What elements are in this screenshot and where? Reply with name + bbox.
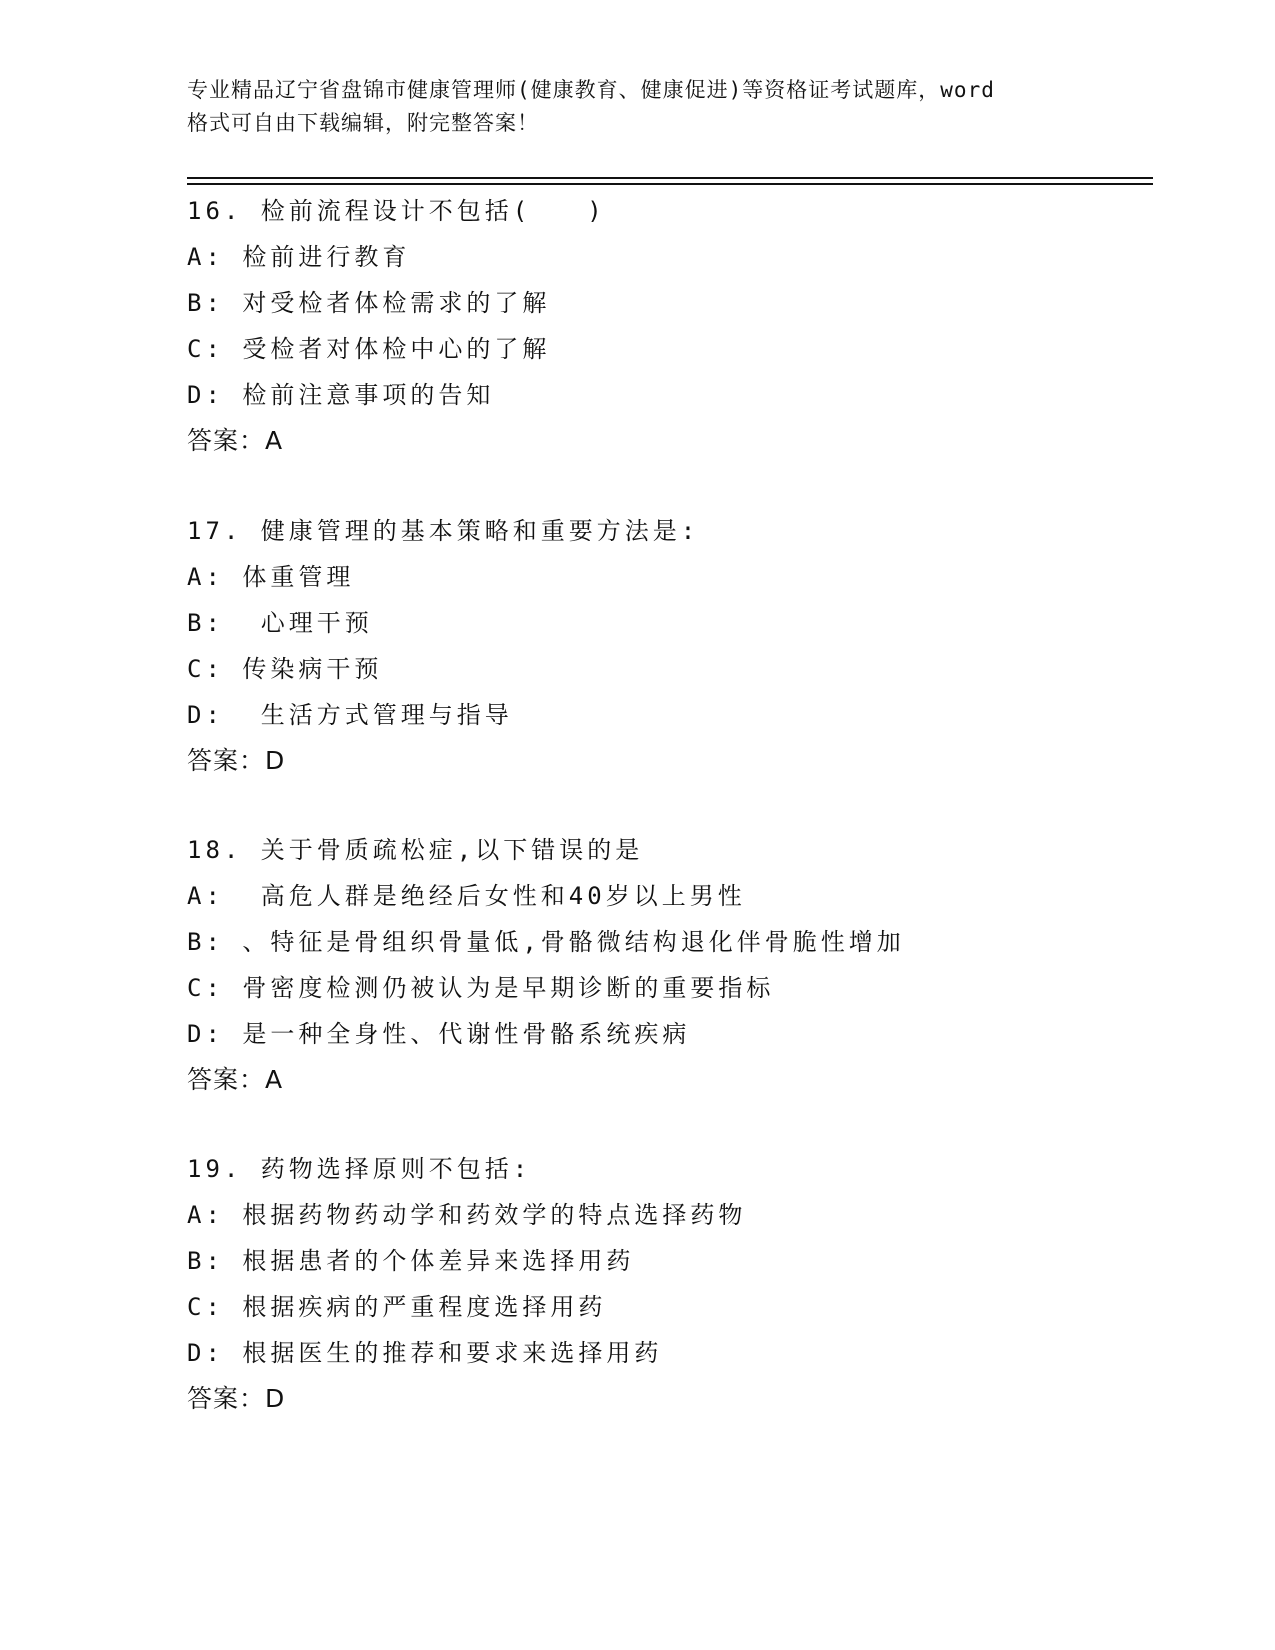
question-stem: 17. 健康管理的基本策略和重要方法是:	[187, 517, 700, 545]
option-b: B: 、特征是骨组织骨量低,骨骼微结构退化伴骨脆性增加	[187, 928, 905, 956]
question-19	[187, 1146, 1147, 1422]
question-17	[187, 508, 1147, 784]
option-a: A: 体重管理	[187, 563, 355, 591]
option-a: A: 高危人群是绝经后女性和40岁以上男性	[187, 882, 746, 910]
answer: 答案：A	[187, 426, 284, 455]
header-divider-top	[187, 177, 1153, 179]
option-c: C: 根据疾病的严重程度选择用药	[187, 1293, 607, 1321]
answer: 答案：D	[187, 1384, 286, 1413]
option-c: C: 受检者对体检中心的了解	[187, 335, 551, 363]
option-a: A: 根据药物药动学和药效学的特点选择药物	[187, 1201, 747, 1229]
question-stem: 16. 检前流程设计不包括( )	[187, 197, 606, 225]
option-c: C: 传染病干预	[187, 655, 383, 683]
option-a: A: 检前进行教育	[187, 243, 411, 271]
document-header	[187, 74, 1087, 140]
option-b: B: 根据患者的个体差异来选择用药	[187, 1247, 635, 1275]
header-line-2: 格式可自由下载编辑，附完整答案！	[187, 111, 539, 135]
question-stem: 18. 关于骨质疏松症,以下错误的是	[187, 836, 644, 864]
answer: 答案：D	[187, 746, 286, 775]
option-d: D: 是一种全身性、代谢性骨骼系统疾病	[187, 1020, 691, 1048]
header-divider-bottom	[187, 183, 1153, 185]
option-b: B: 对受检者体检需求的了解	[187, 289, 551, 317]
option-d: D: 根据医生的推荐和要求来选择用药	[187, 1339, 663, 1367]
question-16	[187, 188, 1147, 464]
option-b: B: 心理干预	[187, 609, 373, 637]
question-stem: 19. 药物选择原则不包括:	[187, 1155, 532, 1183]
question-18	[187, 827, 1147, 1103]
option-c: C: 骨密度检测仍被认为是早期诊断的重要指标	[187, 974, 775, 1002]
answer: 答案：A	[187, 1065, 284, 1094]
header-line-1: 专业精品辽宁省盘锦市健康管理师(健康教育、健康促进)等资格证考试题库，word	[187, 78, 995, 102]
option-d: D: 检前注意事项的告知	[187, 381, 495, 409]
option-d: D: 生活方式管理与指导	[187, 701, 513, 729]
